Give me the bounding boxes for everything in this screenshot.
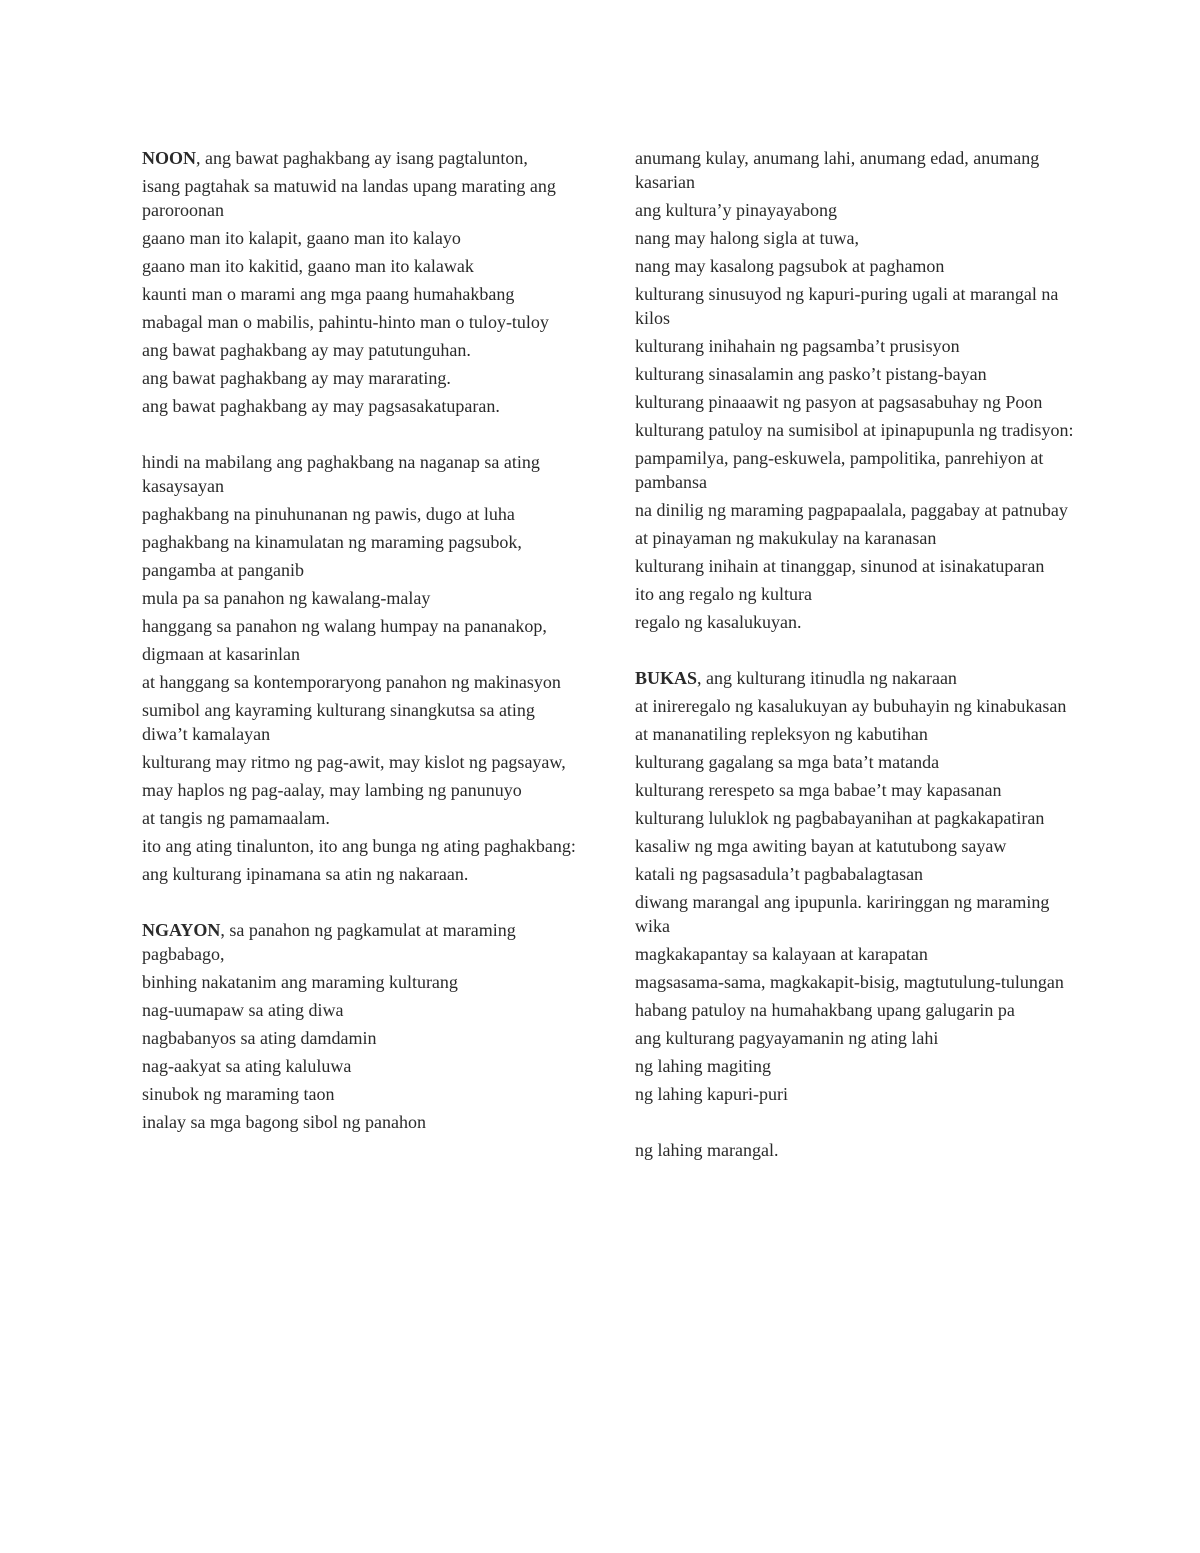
- poem-line: hindi na mabilang ang paghakbang na naganap sa ating kasaysayan: [142, 452, 540, 496]
- poem-line: kulturang inihahain ng pagsamba’t prusisyon: [635, 336, 960, 356]
- poem-line: pampamilya, pang-eskuwela, pampolitika, panrehiyon at pambansa: [635, 448, 1044, 492]
- poem-line: regalo ng kasalukuyan.: [635, 612, 802, 632]
- stanza-lead-word: BUKAS: [635, 668, 698, 688]
- poem-line: mabagal man o mabilis, pahintu-hinto man o tuloy-tuloy: [142, 312, 549, 332]
- poem-line: magkakapantay sa kalayaan at karapatan: [635, 944, 928, 964]
- poem-line: pangamba at panganib: [142, 560, 304, 580]
- poem-line: ang kulturang ipinamana sa atin ng nakaraan.: [142, 864, 469, 884]
- poem-line: paghakbang na pinuhunanan ng pawis, dugo at luha: [142, 504, 515, 524]
- poem-line: nang may kasalong pagsubok at paghamon: [635, 256, 945, 276]
- poem-line: kulturang sinasalamin ang pasko’t pistang-bayan: [635, 364, 987, 384]
- poem-line: kulturang gagalang sa mga bata’t matanda: [635, 752, 940, 772]
- stanza-break: [635, 638, 1075, 666]
- poem-line: ito ang ating tinalunton, ito ang bunga ng ating paghakbang:: [142, 836, 576, 856]
- stanza-break: [142, 422, 582, 450]
- poem-line: paghakbang na kinamulatan ng maraming pagsubok,: [142, 532, 522, 552]
- poem-line: nag-uumapaw sa ating diwa: [142, 1000, 344, 1020]
- poem-line: ang bawat paghakbang ay may mararating.: [142, 368, 451, 388]
- poem-line: ang bawat paghakbang ay may patutunguhan.: [142, 340, 471, 360]
- stanza-bukas: [635, 666, 1075, 1106]
- stanza-ngayon: [142, 918, 582, 1134]
- stanza-noon: [142, 146, 582, 418]
- poem-line: at inireregalo ng kasalukuyan ay bubuhayin ng kinabukasan: [635, 696, 1067, 716]
- stanza-first-line-rest: , ang bawat paghakbang ay isang pagtalunton,: [196, 148, 528, 168]
- poem-line: gaano man ito kalapit, gaano man ito kalayo: [142, 228, 461, 248]
- poem-line: nag-aakyat sa ating kaluluwa: [142, 1056, 352, 1076]
- poem-line: gaano man ito kakitid, gaano man ito kalawak: [142, 256, 474, 276]
- stanza-lead-word: NGAYON: [142, 920, 221, 940]
- poem-line: may haplos ng pag-aalay, may lambing ng panunuyo: [142, 780, 522, 800]
- poem-line: ang kulturang pagyayamanin ng ating lahi: [635, 1028, 939, 1048]
- poem-line: hanggang sa panahon ng walang humpay na pananakop,: [142, 616, 547, 636]
- stanza-lead-word: NOON: [142, 148, 196, 168]
- poem-line: katali ng pagsasadula’t pagbabalagtasan: [635, 864, 924, 884]
- poem-line: binhing nakatanim ang maraming kulturang: [142, 972, 458, 992]
- stanza-paghakbang: [142, 450, 582, 886]
- stanza-break: [635, 1110, 1075, 1138]
- stanza-first-line-rest: , sa panahon ng pagkamulat at maraming pagbabago,: [142, 920, 516, 964]
- poem-line: at pinayaman ng makukulay na karanasan: [635, 528, 937, 548]
- poem-line: ang kultura’y pinayayabong: [635, 200, 837, 220]
- poem-line: ito ang regalo ng kultura: [635, 584, 812, 604]
- poem-line: kulturang may ritmo ng pag-awit, may kislot ng pagsayaw,: [142, 752, 566, 772]
- stanza-first-line: [142, 146, 582, 170]
- poem-line: kulturang luluklok ng pagbabayanihan at pagkakapatiran: [635, 808, 1045, 828]
- poem-line: ng lahing kapuri-puri: [635, 1084, 788, 1104]
- left-column: [142, 146, 582, 1138]
- poem-line: kaunti man o marami ang mga paang humahakbang: [142, 284, 515, 304]
- poem-line: nagbabanyos sa ating damdamin: [142, 1028, 377, 1048]
- poem-line: kulturang sinusuyod ng kapuri-puring ugali at marangal na kilos: [635, 284, 1059, 328]
- right-column: [635, 146, 1075, 1166]
- poem-line: kulturang patuloy na sumisibol at ipinapupunla ng tradisyon:: [635, 420, 1074, 440]
- poem-line: at mananatiling repleksyon ng kabutihan: [635, 724, 928, 744]
- stanza-first-line-rest: , ang kulturang itinudla ng nakaraan: [697, 668, 957, 688]
- final-line: ng lahing marangal.: [635, 1140, 779, 1160]
- stanza-kultura: [635, 146, 1075, 634]
- poem-line: ng lahing magiting: [635, 1056, 771, 1076]
- poem-line: anumang kulay, anumang lahi, anumang edad, anumang kasarian: [635, 148, 1040, 192]
- stanza-first-line: [635, 666, 1075, 690]
- poem-line: inalay sa mga bagong sibol ng panahon: [142, 1112, 426, 1132]
- poem-line: diwang marangal ang ipupunla. kariringgan ng maraming wika: [635, 892, 1050, 936]
- stanza-break: [142, 890, 582, 918]
- poem-line: ang bawat paghakbang ay may pagsasakatuparan.: [142, 396, 500, 416]
- poem-line: nang may halong sigla at tuwa,: [635, 228, 859, 248]
- poem-line: at hanggang sa kontemporaryong panahon ng makinasyon: [142, 672, 561, 692]
- poem-line: isang pagtahak sa matuwid na landas upang marating ang paroroonan: [142, 176, 556, 220]
- poem-line: kasaliw ng mga awiting bayan at katutubong sayaw: [635, 836, 1007, 856]
- poem-line: na dinilig ng maraming pagpapaalala, paggabay at patnubay: [635, 500, 1068, 520]
- poem-line: digmaan at kasarinlan: [142, 644, 300, 664]
- poem-line: kulturang rerespeto sa mga babae’t may kapasanan: [635, 780, 1002, 800]
- poem-line: habang patuloy na humahakbang upang galugarin pa: [635, 1000, 1015, 1020]
- poem-line: magsasama-sama, magkakapit-bisig, magtutulung-tulungan: [635, 972, 1064, 992]
- stanza-first-line: [142, 918, 582, 966]
- poem-line: at tangis ng pamamaalam.: [142, 808, 330, 828]
- poem-line: kulturang inihain at tinanggap, sinunod at isinakatuparan: [635, 556, 1045, 576]
- poem-line: kulturang pinaaawit ng pasyon at pagsasabuhay ng Poon: [635, 392, 1043, 412]
- poem-line: sinubok ng maraming taon: [142, 1084, 335, 1104]
- poem-line: sumibol ang kayraming kulturang sinangkutsa sa ating diwa’t kamalayan: [142, 700, 535, 744]
- poem-line: mula pa sa panahon ng kawalang-malay: [142, 588, 431, 608]
